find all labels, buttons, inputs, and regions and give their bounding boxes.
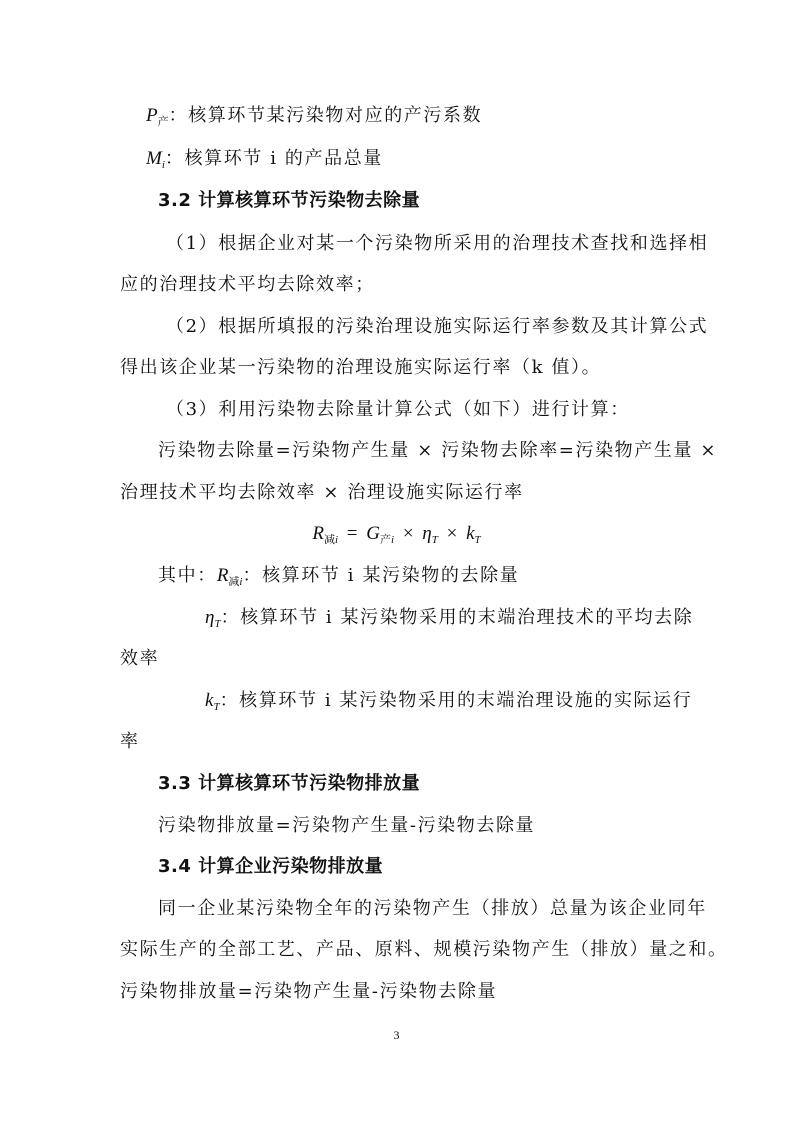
formula-g: $G_{产i}$ — [366, 523, 395, 546]
symbol-m: $M_i$ — [146, 148, 165, 171]
emission-formula-3-4: 污染物排放量=污染物产生量-污染物去除量 — [120, 981, 498, 1002]
definition-m: $M_i$：核算环节 i 的产品总量 — [146, 148, 383, 171]
formula-text-line-2: 治理技术平均去除效率 × 治理设施实际运行率 — [120, 482, 524, 503]
item-1-line-2: 应的治理技术平均去除效率； — [120, 274, 375, 295]
where-k-line-2: 率 — [120, 731, 140, 752]
formula-r: $R_{减i}$ — [312, 523, 339, 546]
section-heading-3-2: 3.2 计算核算环节污染物去除量 — [158, 190, 421, 211]
where-eta-line-2: 效率 — [120, 648, 160, 669]
page-number: 3 — [393, 1028, 400, 1042]
where-k-line-1: $k_T$：核算环节 i 某污染物采用的末端治理设施的实际运行 — [205, 690, 693, 713]
item-3: （3）利用污染物去除量计算公式（如下）进行计算： — [166, 399, 630, 420]
item-2-line-1: （2）根据所填报的污染治理设施实际运行率参数及其计算公式 — [166, 316, 709, 337]
section-heading-3-4: 3.4 计算企业污染物排放量 — [158, 856, 384, 877]
formula-k: $k_T$ — [466, 523, 481, 546]
where-eta-line-1: $\eta_T$：核算环节 i 某污染物采用的末端治理技术的平均去除 — [205, 607, 694, 630]
where-symbol-r: $R_{减i}$ — [216, 565, 243, 588]
definition-p: $P_产$：核算环节某污染物对应的产污系数 — [146, 105, 483, 128]
where-symbol-eta: $\eta_T$ — [205, 607, 221, 630]
section-heading-3-3: 3.3 计算核算环节污染物排放量 — [158, 773, 421, 794]
item-2-line-2: 得出该企业某一污染物的治理设施实际运行率（k 值）。 — [120, 357, 602, 378]
paragraph-3-4-line-1: 同一企业某污染物全年的污染物产生（排放）总量为该企业同年 — [158, 898, 707, 919]
emission-formula-3-3: 污染物排放量=污染物产生量-污染物去除量 — [158, 815, 536, 836]
symbol-p: $P_产$ — [146, 105, 169, 128]
where-r: 其中：$R_{减i}$：核算环节 i 某污染物的去除量 — [158, 565, 520, 588]
item-1-line-1: （1）根据企业对某一个污染物所采用的治理技术查找和选择相 — [166, 233, 709, 254]
removal-formula: $R_{减i} = G_{产i} \times \eta_T \times k_T$ — [312, 523, 481, 546]
paragraph-3-4-line-2: 实际生产的全部工艺、产品、原料、规模污染物产生（排放）量之和。 — [120, 939, 728, 960]
formula-text-line-1: 污染物去除量=污染物产生量 × 污染物去除率=污染物产生量 × — [158, 440, 718, 461]
formula-eta: $\eta_T$ — [422, 523, 438, 546]
where-symbol-k: $k_T$ — [205, 690, 220, 713]
